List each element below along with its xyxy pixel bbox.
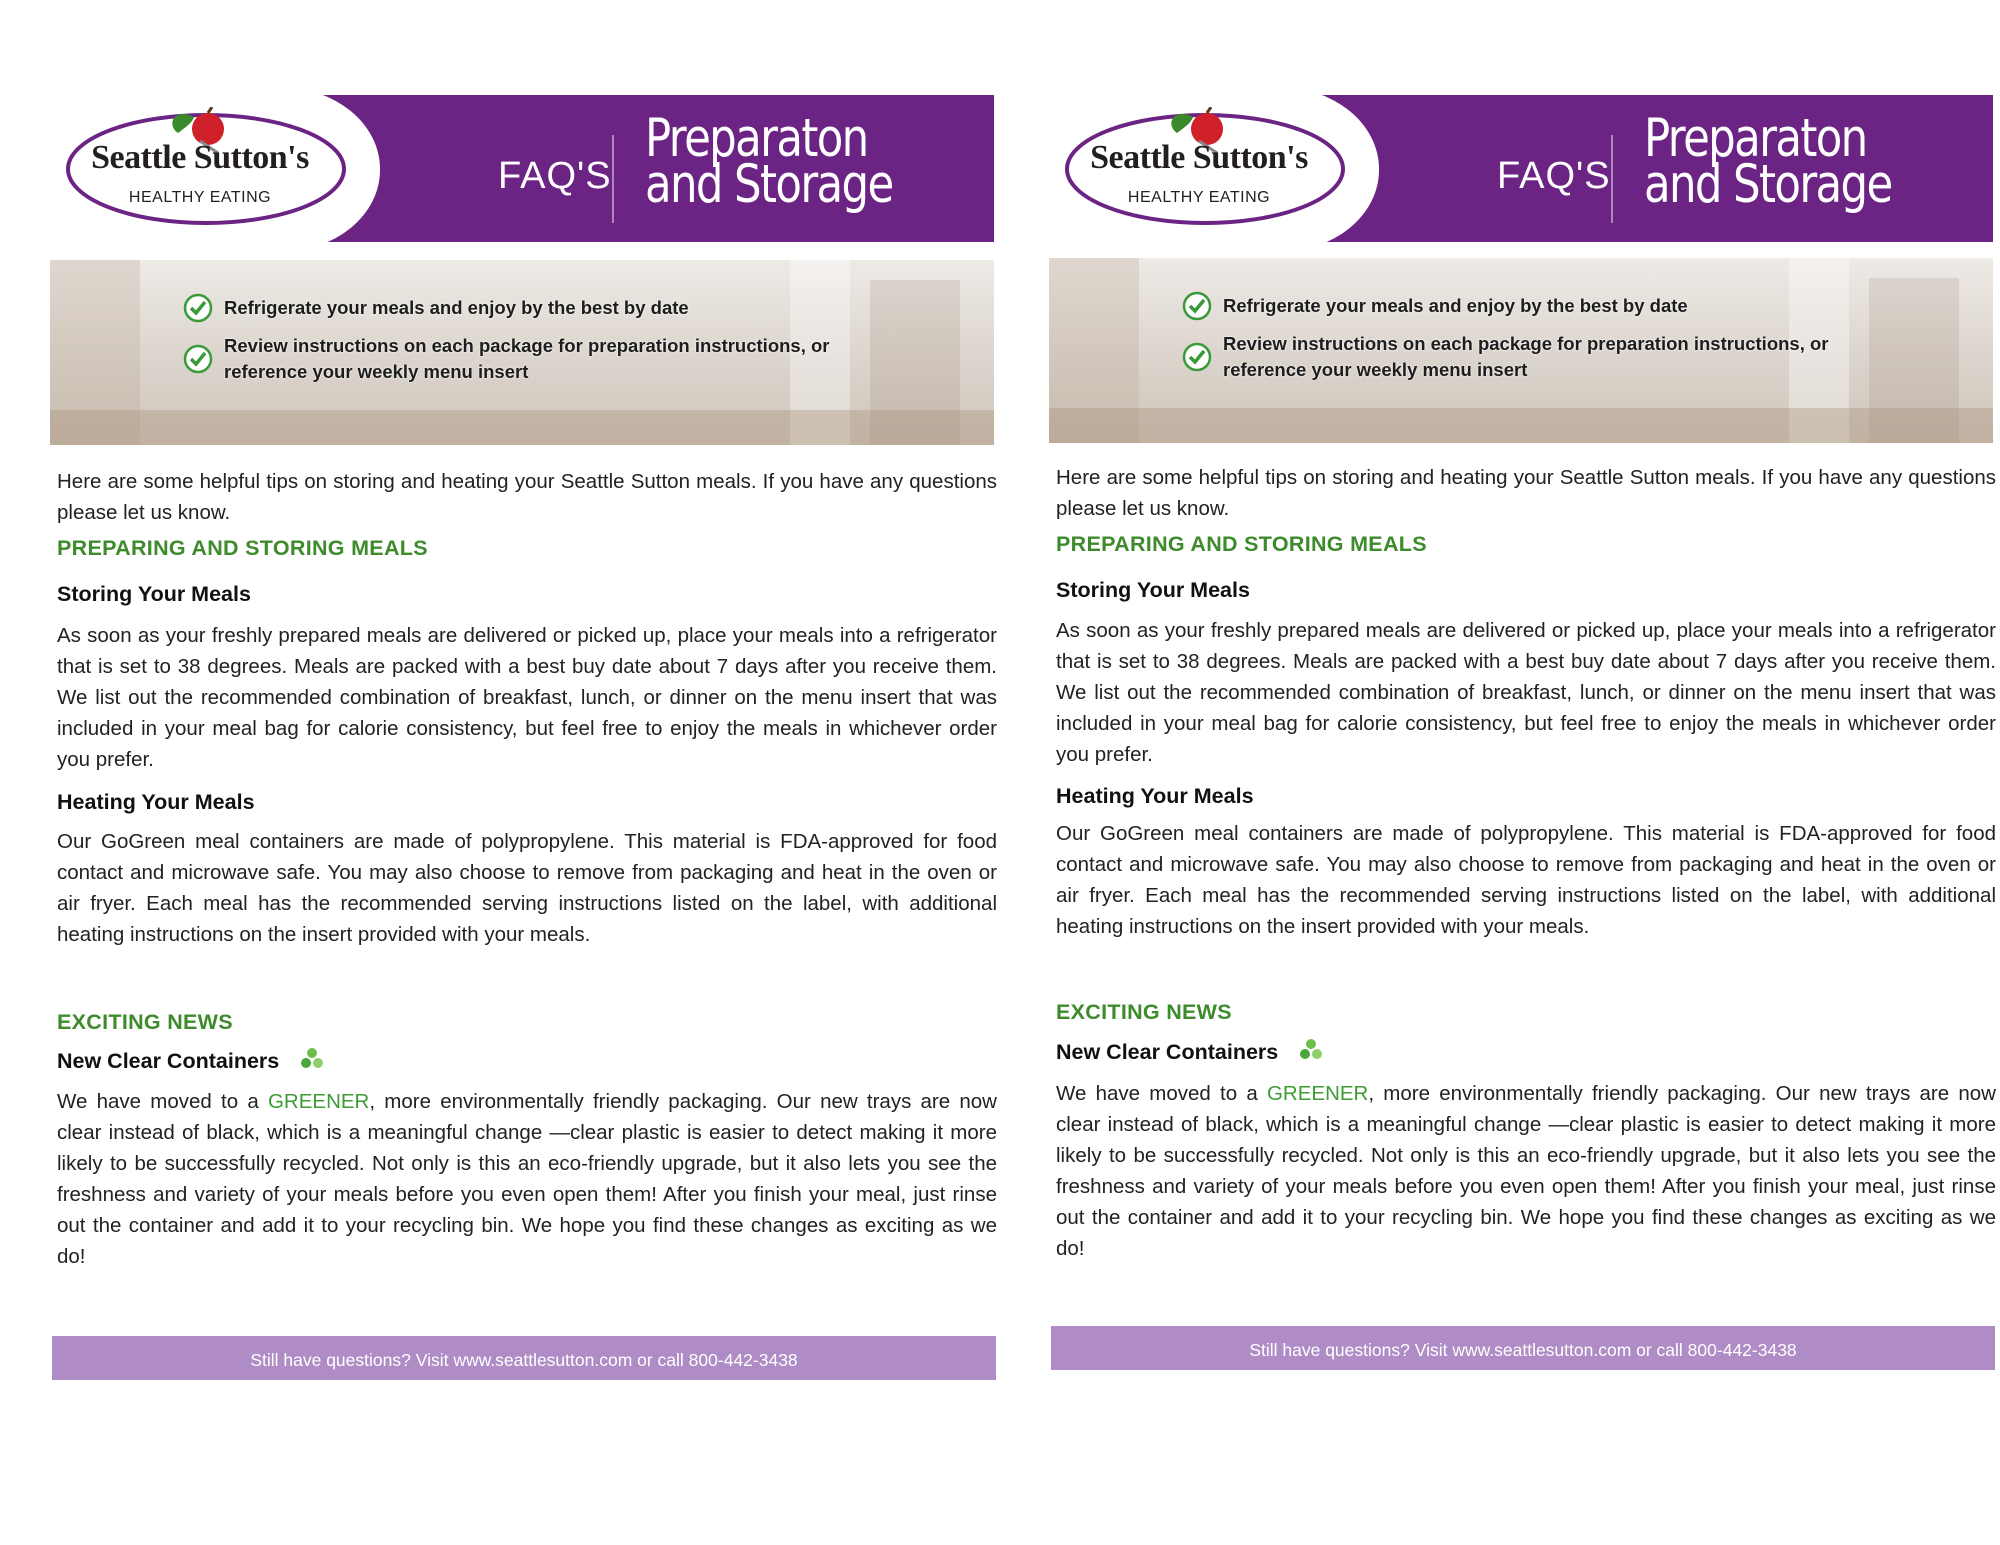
- banner-tip-text: Review instructions on each package for preparation instructions, or reference your weekly menu insert: [224, 335, 830, 382]
- banner-tip: [1181, 290, 1688, 322]
- storing-text: As soon as your freshly prepared meals are delivered or picked up, place your meals into a refrigerator that is set to 38 degrees. Meals are packed with a best buy date about 7 days after you receive them. We list out the recommended combination of breakfast, lunch, or dinner on the menu insert that was included in your meal bag for calorie consistency, but feel free to enjoy the meals in whichever order you prefer.: [57, 624, 997, 771]
- section-heading: EXCITING NEWS: [1056, 1000, 1232, 1024]
- faq-label: FAQ'S: [1497, 155, 1611, 197]
- containers-title: New Clear Containers: [57, 1049, 280, 1073]
- heating-text: Our GoGreen meal containers are made of polypropylene. This material is FDA-approved for food contact and microwave safe. You may also choose to remove from packaging and heat in the oven or air fryer. Each meal has the recommended serving instructions listed on the label, with additional heating instructions on the insert provided with your meals.: [1056, 822, 1996, 938]
- heating-text: Our GoGreen meal containers are made of polypropylene. This material is FDA-approved for food contact and microwave safe. You may also choose to remove from packaging and heat in the oven or air fryer. Each meal has the recommended serving instructions listed on the label, with additional heating instructions on the insert provided with your meals.: [57, 830, 997, 946]
- banner-background-shape: [1049, 408, 1993, 443]
- brand-tagline: HEALTHY EATING: [1127, 189, 1271, 206]
- brand-name: Seattle Sutton's: [1090, 139, 1308, 176]
- news-text: [1056, 1078, 1996, 1264]
- header-divider: [1611, 135, 1613, 223]
- page-title-line2: and Storage: [645, 154, 893, 215]
- news-text-part: We have moved to a: [57, 1090, 268, 1113]
- logo: [1049, 87, 1379, 252]
- section-heading: PREPARING AND STORING MEALS: [57, 536, 428, 560]
- check-circle-icon: [1181, 290, 1213, 322]
- check-circle-icon: [1181, 341, 1213, 373]
- header-divider: [612, 135, 614, 223]
- check-circle-icon: [182, 343, 214, 375]
- intro-text: Here are some helpful tips on storing and heating your Seattle Sutton meals. If you have any questions please let us know.: [1056, 466, 1996, 520]
- section-heading: EXCITING NEWS: [57, 1010, 233, 1034]
- subheading: Storing Your Meals: [1056, 578, 1250, 602]
- footer-bar: Still have questions? Visit www.seattlesutton.com or call 800-442-3438: [52, 1336, 996, 1380]
- logo: [50, 87, 380, 252]
- recycle-icon: [1298, 1037, 1324, 1063]
- page-title-line1: Preparaton: [1644, 108, 1867, 169]
- page-title-line2: and Storage: [1644, 154, 1892, 215]
- news-text-part: We have moved to a: [1056, 1082, 1267, 1105]
- subheading: Storing Your Meals: [57, 582, 251, 606]
- banner-tip-text: Review instructions on each package for preparation instructions, or reference your weekly menu insert: [1223, 333, 1829, 380]
- subheading: Heating Your Meals: [1056, 784, 1254, 808]
- page-title-line1: Preparaton: [645, 108, 868, 169]
- banner-tip: [182, 292, 689, 324]
- subheading: [1056, 1037, 1324, 1065]
- kitchen-banner: [1049, 258, 1993, 443]
- storing-text: As soon as your freshly prepared meals are delivered or picked up, place your meals into a refrigerator that is set to 38 degrees. Meals are packed with a best buy date about 7 days after you receive them. We list out the recommended combination of breakfast, lunch, or dinner on the menu insert that was included in your meal bag for calorie consistency, but feel free to enjoy the meals in whichever order you prefer.: [1056, 619, 1996, 766]
- check-circle-icon: [182, 292, 214, 324]
- subheading: [57, 1046, 325, 1074]
- news-text: [57, 1086, 997, 1272]
- banner-tip-text: Refrigerate your meals and enjoy by the best by date: [1223, 295, 1688, 316]
- greener-word: GREENER: [267, 1090, 370, 1113]
- recycle-icon: [299, 1046, 325, 1072]
- page-header: [50, 95, 994, 242]
- faq-label: FAQ'S: [498, 155, 612, 197]
- banner-tip: [182, 333, 864, 385]
- faq-page-left: [50, 0, 1000, 1400]
- kitchen-banner: [50, 260, 994, 445]
- banner-tip-text: Refrigerate your meals and enjoy by the best by date: [224, 297, 689, 318]
- subheading: Heating Your Meals: [57, 790, 255, 814]
- page-header: [1049, 95, 1993, 242]
- footer-bar: Still have questions? Visit www.seattlesutton.com or call 800-442-3438: [1051, 1326, 1995, 1370]
- greener-word: GREENER: [1266, 1082, 1369, 1105]
- faq-page-right: [1049, 0, 1999, 1400]
- brand-tagline: HEALTHY EATING: [128, 189, 272, 206]
- containers-title: New Clear Containers: [1056, 1040, 1279, 1064]
- banner-tip: [1181, 331, 1863, 383]
- banner-background-shape: [50, 410, 994, 445]
- intro-text: Here are some helpful tips on storing and heating your Seattle Sutton meals. If you have any questions please let us know.: [57, 470, 997, 524]
- news-text-part: , more environmentally friendly packaging. Our new trays are now clear instead of black, which is a meaningful change —clear plastic is easier to detect making it more likely to be successfully recycled. Not only is this an eco-friendly upgrade, but it also lets you see the freshness and variety of your meals before you even open them! After you finish your meal, just rinse out the container and add it to your recycling bin. We hope you find these changes as exciting as we do!: [1056, 1082, 1996, 1260]
- section-heading: PREPARING AND STORING MEALS: [1056, 532, 1427, 556]
- news-text-part: , more environmentally friendly packaging. Our new trays are now clear instead of black, which is a meaningful change —clear plastic is easier to detect making it more likely to be successfully recycled. Not only is this an eco-friendly upgrade, but it also lets you see the freshness and variety of your meals before you even open them! After you finish your meal, just rinse out the container and add it to your recycling bin. We hope you find these changes as exciting as we do!: [57, 1090, 997, 1268]
- brand-name: Seattle Sutton's: [91, 139, 309, 176]
